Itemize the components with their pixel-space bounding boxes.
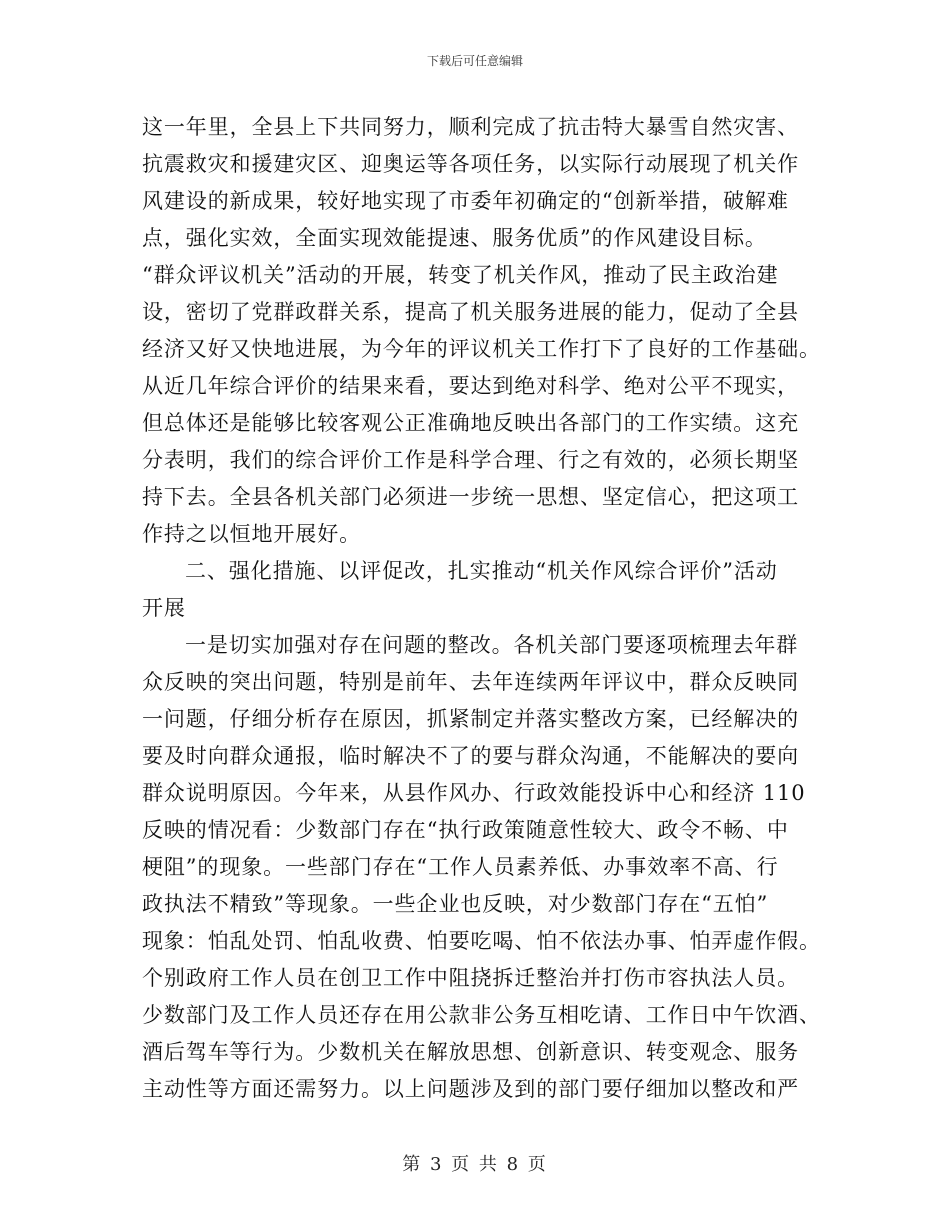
text-line: 反映的情况看：少数部门存在“执行政策随意性较大、政令不畅、中 [142,818,789,842]
text-line: 主动性等方面还需努力。以上问题涉及到的部门要仔细加以整改和严 [142,1077,799,1101]
text-line: 但总体还是能够比较客观公正准确地反映出各部门的工作实绩。这充 [142,411,799,435]
text-line: 个别政府工作人员在创卫工作中阻挠拆迁整治并打伤市容执法人员。 [142,966,799,990]
text-line: 众反映的突出问题，特别是前年、去年连续两年评议中，群众反映同 [142,670,799,694]
text-line: 从近几年综合评价的结果来看，要达到绝对科学、绝对公平不现实， [142,374,799,398]
page-header-note: 下载后可任意编辑 [426,54,523,68]
text-line: 作持之以恒地开展好。 [142,522,361,546]
text-line: 分表明，我们的综合评价工作是科学合理、行之有效的，必须长期坚 [142,448,799,472]
text-line: 酒后驾车等行为。少数机关在解放思想、创新意识、转变观念、服务 [142,1040,799,1064]
text-line: 点，强化实效，全面实现效能提速、服务优质”的作风建设目标。 [142,226,767,250]
text-line: 政执法不精致”等现象。一些企业也反映，对少数部门存在“五怕” [142,892,769,916]
paragraph-start-line: 一是切实加强对存在问题的整改。各机关部门要逐项梳理去年群 [185,633,799,657]
text-line: 持下去。全县各机关部门必须进一步统一思想、坚定信心，把这项工 [142,485,799,509]
section-heading-continuation: 开展 [142,596,186,620]
text-line: 要及时向群众通报，临时解决不了的要与群众沟通，不能解决的要向 [142,744,799,768]
text-line: 设，密切了党群政群关系，提高了机关服务进展的能力，促动了全县 [142,300,799,324]
text-line: 风建设的新成果，较好地实现了市委年初确定的“创新举措，破解难 [142,189,789,213]
text-line: 一问题，仔细分析存在原因，抓紧制定并落实整改方案，已经解决的 [142,707,799,731]
text-line: “群众评议机关”活动的开展，转变了机关作风，推动了民主政治建 [142,263,779,287]
text-line: 现象：怕乱处罚、怕乱收费、怕要吃喝、怕不依法办事、怕弄虚作假。 [142,929,821,953]
text-line: 抗震救灾和援建灾区、迎奥运等各项任务，以实际行动展现了机关作 [142,152,799,176]
page-number-footer: 第 3 页 共 8 页 [402,1154,548,1175]
text-line: 这一年里，全县上下共同努力，顺利完成了抗击特大暴雪自然灾害、 [142,115,799,139]
text-line: 经济又好又快地进展，为今年的评议机关工作打下了良好的工作基础。 [142,337,821,361]
text-line: 少数部门及工作人员还存在用公款非公务互相吃请、工作日中午饮酒、 [142,1003,821,1027]
text-line: 梗阻”的现象。一些部门存在“工作人员素养低、办事效率不高、行 [142,855,779,879]
text-line: 群众说明原因。今年来，从县作风办、行政效能投诉中心和经济 110 [142,781,806,805]
section-heading: 二、强化措施、以评促改，扎实推动“机关作风综合评价”活动 [185,559,778,583]
document-body [142,109,822,1108]
